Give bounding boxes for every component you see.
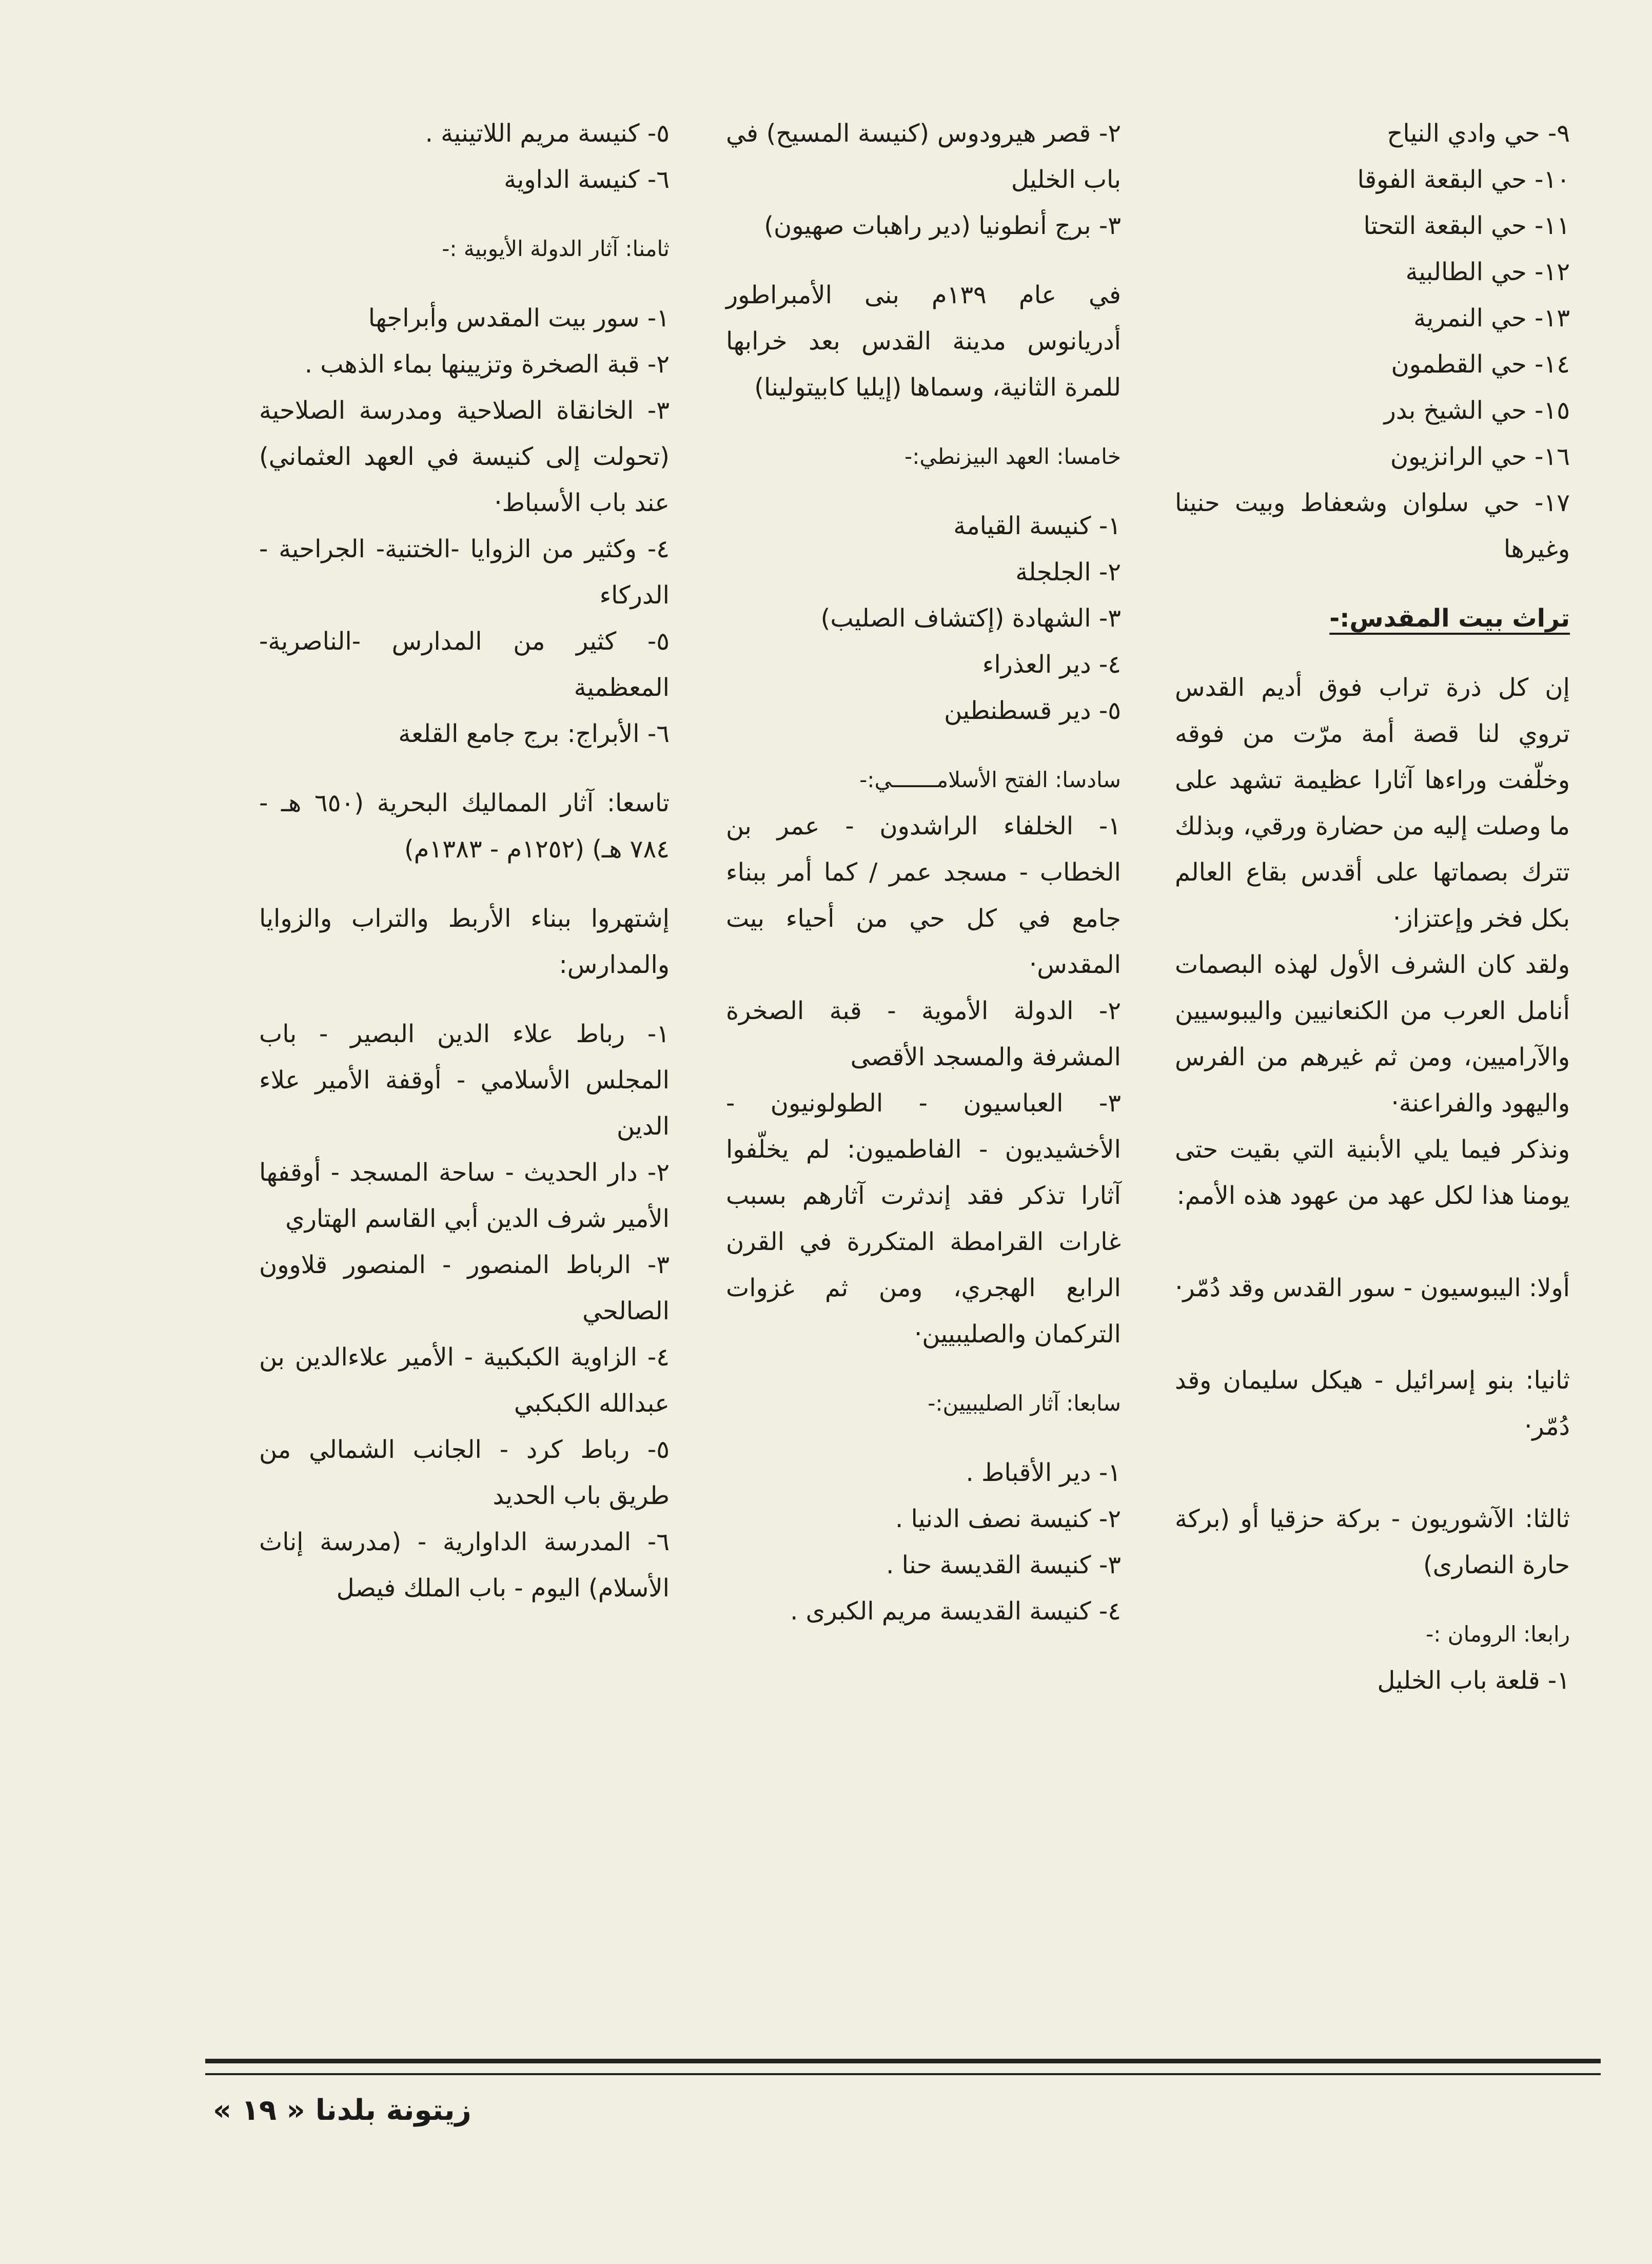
list-item: ٣- كنيسة القديسة حنا .	[886, 1551, 1121, 1579]
list-item: ١- دير الأقباط .	[966, 1458, 1121, 1487]
list-item: ٣- برج أنطونيا (دير راهبات صهيون)	[764, 211, 1121, 240]
list-item: ٣- الرباط المنصور - المنصور قلاوون الصالحي	[259, 1251, 670, 1325]
footer-rule-thin	[205, 2073, 1601, 2075]
list-item: ٩- حي وادي النياح	[1387, 119, 1570, 148]
mamluk-intro: إشتهروا ببناء الأربط والتراب والزوايا والمدارس:	[259, 904, 670, 979]
list-item: ٢- قبة الصخرة وتزيينها بماء الذهب .	[304, 350, 670, 379]
footer-rule-thick	[205, 2059, 1601, 2063]
list-item: ٥- دير قسطنطين	[944, 696, 1121, 725]
list-item: ٤- كنيسة القديسة مريم الكبرى .	[790, 1597, 1121, 1626]
list-item: ٥- كثير من المدارس -الناصرية- المعظمية	[259, 627, 670, 702]
list-item: ٢- الدولة الأموية - قبة الصخرة المشرفة والمسجد الأقصى	[726, 997, 1121, 1071]
list-item: ١- سور بيت المقدس وأبراجها	[368, 304, 670, 333]
heading-ayyubid: ثامنا: آثار الدولة الأيوبية :-	[442, 236, 670, 261]
list-item: ١٣- حي النمرية	[1413, 304, 1570, 333]
list-item: ٤- الزاوية الكبكبية - الأمير علاءالدين بن عبدالله الكبكبي	[259, 1343, 670, 1418]
list-item: ١٧- حي سلوان وشعفاط وبيت حنينا وغيرها	[1175, 489, 1570, 563]
heading-byzantine: خامسا: العهد البيزنطي:-	[904, 444, 1121, 469]
page-footer	[213, 2094, 471, 2127]
page-number: « ١٩ »	[213, 2094, 305, 2127]
list-item: ٣- العباسيون - الطولونيون - الأخشيديون - الفاطميون: لم يخلّفوا آثارا تذكر فقد إندثرت آثارهم بسبب غارات القرامطة المتكررة في القرن الرابع الهجري، ومن ثم غزوات التركمان والصليبيين·	[726, 1089, 1121, 1349]
list-item: ١- رباط علاء الدين البصير - باب المجلس الأسلامي - أوقفة الأمير علاء الدين	[259, 1020, 670, 1141]
middle-column	[726, 110, 1121, 1634]
list-item: ٦- كنيسة الداوية	[504, 165, 670, 194]
list-item: ١٥- حي الشيخ بدر	[1384, 396, 1570, 425]
list-item: ٤- دير العذراء	[982, 650, 1121, 679]
era-third: ثالثا: الآشوريون - بركة حزقيا أو (بركة حارة النصارى)	[1175, 1505, 1570, 1579]
heading-romans: رابعا: الرومان :-	[1426, 1622, 1570, 1647]
list-item: ١- الخلفاء الراشدون - عمر بن الخطاب - مسجد عمر / كما أمر ببناء جامع في كل حي من أحياء بيت المقدس·	[726, 812, 1121, 979]
list-item: ١٦- حي الرانزيون	[1390, 442, 1570, 471]
era-first: أولا: اليبوسيون - سور القدس وقد دُمّر·	[1175, 1274, 1570, 1302]
magazine-name: زيتونة بلدنا	[315, 2094, 471, 2127]
list-item: ٥- رباط كرد - الجانب الشمالي من طريق باب الحديد	[259, 1435, 670, 1510]
list-item: ٦- الأبراج: برج جامع القلعة	[398, 719, 670, 748]
left-column	[259, 110, 670, 1611]
list-item: ٣- الشهادة (إكتشاف الصليب)	[820, 604, 1121, 633]
heading-crusaders: سابعا: آثار الصليبيين:-	[928, 1391, 1121, 1416]
intro-paragraph: إن كل ذرة تراب فوق أديم القدس تروي لنا قصة أمة مرّت من فوقه وخلّفت وراءها آثارا عظيمة تشهد على ما وصلت إليه من حضارة ورقي، وبذلك تترك بصماتها على أقدس بقاع العالم بكل فخر وإعتزاز·	[1175, 673, 1570, 933]
hadrian-paragraph: في عام ١٣٩م بنى الأمبراطور أدريانوس مدينة القدس بعد خرابها للمرة الثانية، وسماها (إيليا كابيتولينا)	[726, 281, 1121, 402]
list-item: ٢- دار الحديث - ساحة المسجد - أوقفها الأمير شرف الدين أبي القاسم الهتاري	[259, 1158, 670, 1233]
heading-islamic: سادسا: الفتح الأسلامـــــــي:-	[859, 767, 1121, 792]
list-item: ١٠- حي البقعة الفوقا	[1357, 165, 1570, 194]
list-item: ٤- وكثير من الزوايا -الختنية- الجراحية - الدركاء	[259, 535, 670, 610]
peoples-paragraph: ولقد كان الشرف الأول لهذه البصمات أنامل العرب من الكنعانيين واليبوسيين والآراميين، ومن ثم غيرهم من الفرس واليهود والفراعنة·	[1175, 950, 1570, 1118]
list-item: ١١- حي البقعة التحتا	[1363, 211, 1570, 240]
list-item: ٢- قصر هيرودوس (كنيسة المسيح) في باب الخليل	[726, 119, 1121, 194]
list-item: ٢- الجلجلة	[1015, 558, 1121, 587]
list-item: ١٢- حي الطالبية	[1405, 258, 1570, 286]
list-item: ٣- الخانقاة الصلاحية ومدرسة الصلاحية (تحولت إلى كنيسة في العهد العثماني) عند باب الأسباط·	[259, 396, 670, 517]
list-item: ٦- المدرسة الداوارية - (مدرسة إناث الأسلام) اليوم - باب الملك فيصل	[259, 1528, 670, 1603]
section-title-heritage: تراث بيت المقدس:-	[1329, 604, 1570, 633]
era-second: ثانيا: بنو إسرائيل - هيكل سليمان وقد دُمّر·	[1175, 1366, 1570, 1441]
list-item: ١- كنيسة القيامة	[953, 512, 1121, 540]
list-item: ٥- كنيسة مريم اللاتينية .	[425, 119, 670, 148]
list-item: ١٤- حي القطمون	[1391, 350, 1570, 379]
list-item: ١- قلعة باب الخليل	[1377, 1666, 1570, 1695]
right-column	[1175, 110, 1570, 1704]
mention-paragraph: ونذكر فيما يلي الأبنية التي بقيت حتى يومنا هذا لكل عهد من عهود هذه الأمم:	[1175, 1135, 1570, 1210]
list-item: ٢- كنيسة نصف الدنيا .	[895, 1505, 1121, 1533]
heading-mamluk: تاسعا: آثار المماليك البحرية (٦٥٠ هـ - ٧٨٤ هـ) (١٢٥٢م - ١٣٨٣م)	[259, 789, 670, 864]
